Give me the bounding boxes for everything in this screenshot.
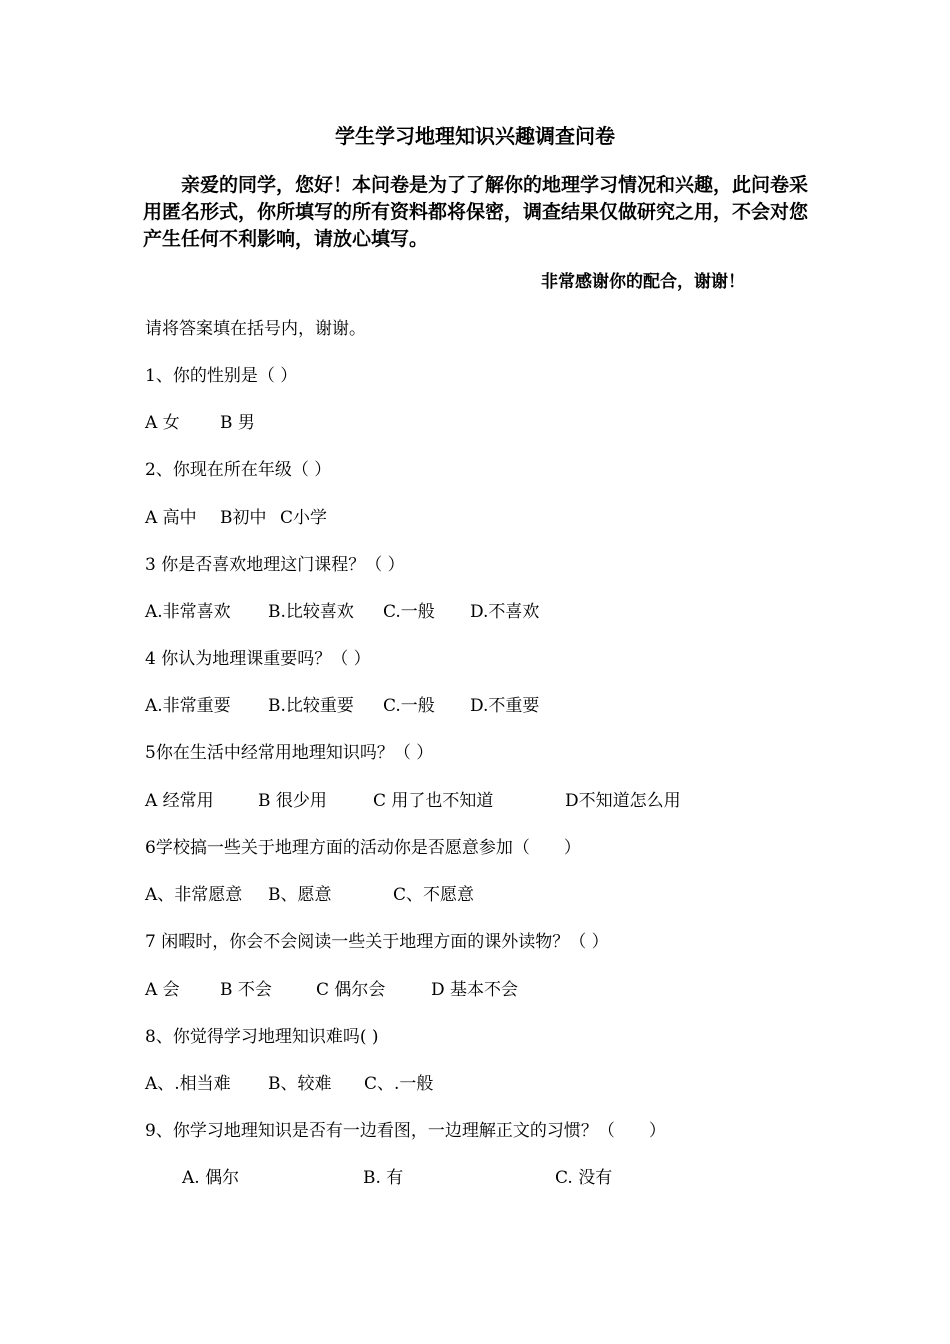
option: B 不会 [220, 980, 272, 1000]
option: A 会 [145, 980, 180, 1000]
question-1: 1、你的性别是（ ） [145, 366, 298, 386]
option: A.非常喜欢 [145, 602, 231, 622]
options-2 [145, 506, 327, 530]
option: A、非常愿意 [145, 885, 243, 905]
options-9 [182, 1166, 612, 1190]
option: C小学 [280, 508, 328, 528]
option: A.非常重要 [145, 696, 231, 716]
option: B.比较喜欢 [268, 602, 354, 622]
thanks-line: 非常感谢你的配合，谢谢！ [541, 272, 745, 292]
option: A 经常用 [145, 791, 214, 811]
option: D.不重要 [470, 696, 540, 716]
intro-paragraph: 亲爱的同学，您好！本问卷是为了了解你的地理学习情况和兴趣，此问卷采用匿名形式，你所填写的所有资料都将保密，调查结果仅做研究之用，不会对您产生任何不利影响，请放心填写。 [143, 174, 809, 250]
options-3 [145, 600, 539, 624]
option: A 高中 [145, 508, 197, 528]
document-title: 学生学习地理知识兴趣调查问卷 [335, 124, 615, 148]
option: C 偶尔会 [316, 980, 386, 1000]
option: B.比较重要 [268, 696, 354, 716]
option: B. 有 [363, 1168, 404, 1188]
question-7: 7 闲暇时，你会不会阅读一些关于地理方面的课外读物？（ ） [145, 932, 609, 952]
option: B、较难 [268, 1074, 332, 1094]
options-7 [145, 978, 518, 1002]
option: B 男 [220, 413, 255, 433]
options-1 [145, 411, 255, 435]
option: C.一般 [383, 602, 435, 622]
option: B初中 [220, 508, 267, 528]
option: D.不喜欢 [470, 602, 540, 622]
option: D不知道怎么用 [565, 791, 681, 811]
options-8 [145, 1072, 433, 1096]
question-3: 3 你是否喜欢地理这门课程？（ ） [145, 555, 405, 575]
options-5 [145, 789, 681, 813]
options-4 [145, 694, 539, 718]
question-5: 5你在生活中经常用地理知识吗？（ ） [145, 743, 434, 763]
option: D 基本不会 [431, 980, 519, 1000]
option: A. 偶尔 [182, 1168, 240, 1188]
option: C、.一般 [364, 1074, 434, 1094]
option: C 用了也不知道 [373, 791, 494, 811]
question-9: 9、你学习地理知识是否有一边看图，一边理解正文的习惯？（ ） [145, 1121, 666, 1141]
option: C、不愿意 [393, 885, 475, 905]
option: A 女 [145, 413, 180, 433]
question-8: 8、你觉得学习地理知识难吗( ) [145, 1027, 379, 1047]
option: C.一般 [383, 696, 435, 716]
question-4: 4 你认为地理课重要吗？（ ） [145, 649, 371, 669]
option: A、.相当难 [145, 1074, 231, 1094]
option: B、愿意 [268, 885, 332, 905]
question-2: 2、你现在所在年级（ ） [145, 460, 332, 480]
options-6 [145, 883, 474, 907]
question-6: 6学校搞一些关于地理方面的活动你是否愿意参加（ ） [145, 838, 581, 858]
option: B 很少用 [258, 791, 327, 811]
instruction-line: 请将答案填在括号内，谢谢。 [145, 319, 366, 339]
option: C. 没有 [555, 1168, 613, 1188]
